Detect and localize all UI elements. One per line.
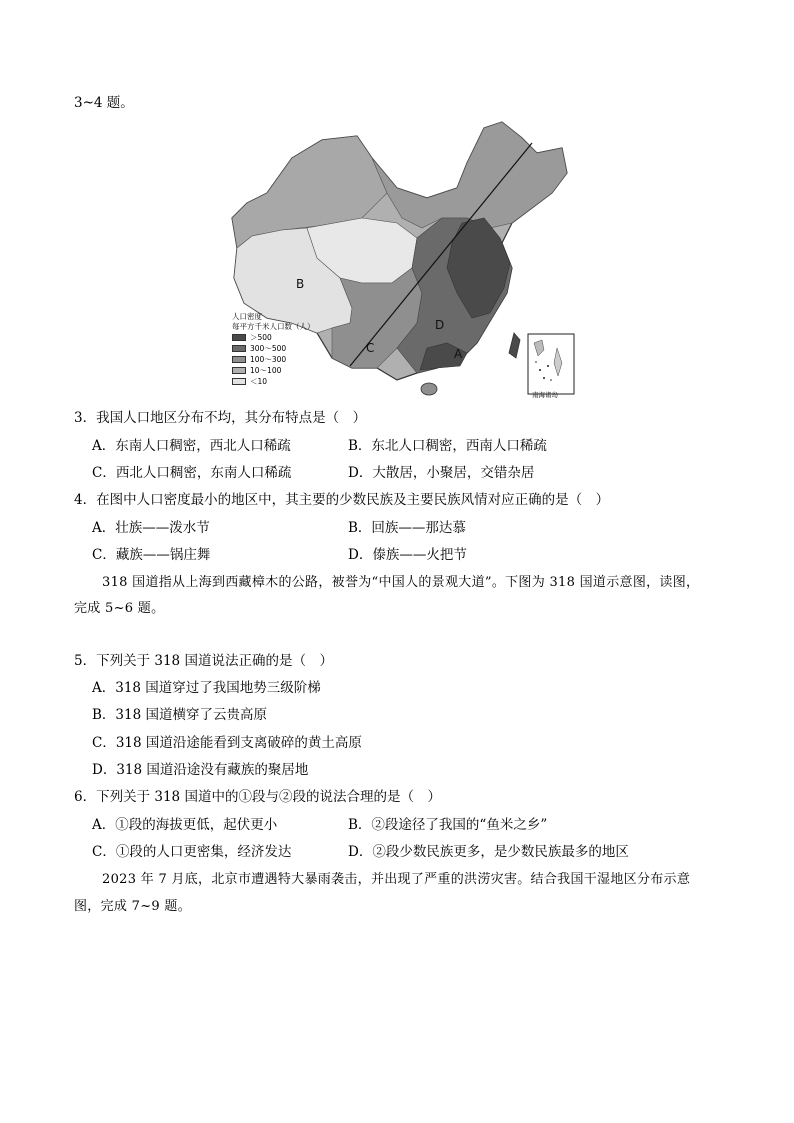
question-stem: 3．我国人口地区分布不均，其分布特点是（ ） — [74, 410, 367, 426]
question-option: A．东南人口稠密，西北人口稀疏 — [92, 438, 291, 454]
passage-intro: 318 国道指从上海到西藏樟木的公路，被誉为“中国人的景观大道”。下图为 318 国道示意图，读图， — [102, 575, 700, 590]
passage-intro: 2023 年 7 月底，北京市遭遇特大暴雨袭击，并出现了严重的洪涝灾害。结合我国干湿地区分布示意 — [102, 872, 691, 887]
legend-item: ＞500 — [232, 332, 315, 343]
island-hainan — [421, 383, 437, 395]
question-option: A．①段的海拔更低，起伏更小 — [92, 817, 278, 833]
region-north — [372, 122, 567, 228]
region-label-c: C — [366, 341, 375, 355]
map-legend — [232, 312, 315, 387]
question-stem: 4．在图中人口密度最小的地区中，其主要的少数民族及主要民族风情对应正确的是（ ） — [74, 492, 610, 508]
question-option: C．318 国道沿途能看到支离破碎的黄土高原 — [92, 735, 362, 751]
question-option: A．318 国道穿过了我国地势三级阶梯 — [92, 680, 321, 696]
legend-swatch — [232, 367, 246, 374]
question-option: D．②段少数民族更多，是少数民族最多的地区 — [348, 844, 629, 860]
question-option: C．藏族——锅庄舞 — [92, 547, 211, 563]
passage-intro: 图，完成 7~9 题。 — [74, 899, 191, 914]
legend-item: ＜10 — [232, 376, 315, 387]
legend-subtitle: 每平方千米人口数（人） — [232, 322, 315, 331]
question-option: B．②段途径了我国的“鱼米之乡” — [348, 817, 548, 833]
question-option: B．东北人口稠密，西南人口稀疏 — [348, 438, 547, 454]
legend-item: 10～100 — [232, 365, 315, 376]
legend-swatch — [232, 356, 246, 363]
legend-swatch — [232, 345, 246, 352]
question-option: B．回族——那达慕 — [348, 520, 466, 536]
question-option: B．318 国道横穿了云贵高原 — [92, 707, 267, 723]
legend-swatch — [232, 378, 246, 385]
question-option: C．①段的人口更密集，经济发达 — [92, 844, 292, 860]
question-stem: 6．下列关于 318 国道中的①段与②段的说法合理的是（ ） — [74, 789, 441, 805]
region-label-b: B — [296, 277, 305, 291]
question-option: D．318 国道沿途没有藏族的聚居地 — [92, 762, 309, 778]
question-option: D．傣族——火把节 — [348, 547, 467, 563]
passage-intro: 完成 5~6 题。 — [74, 601, 165, 616]
question-option: C．西北人口稠密，东南人口稀疏 — [92, 465, 292, 481]
legend-swatch — [232, 334, 246, 341]
question-option: A．壮族——泼水节 — [92, 520, 210, 536]
region-label-a: A — [454, 347, 463, 361]
question-stem: 5．下列关于 318 国道说法正确的是（ ） — [74, 653, 333, 669]
island-taiwan — [509, 333, 520, 358]
question-option: D．大散居，小聚居，交错杂居 — [348, 465, 535, 481]
section-header: 3~4 题。 — [74, 95, 134, 111]
legend-title: 人口密度 — [232, 312, 262, 321]
region-label-d: D — [435, 318, 445, 332]
legend-item: 300～500 — [232, 343, 315, 354]
legend-item: 100～300 — [232, 354, 315, 365]
inset-label: 南海诸岛 — [532, 391, 558, 399]
